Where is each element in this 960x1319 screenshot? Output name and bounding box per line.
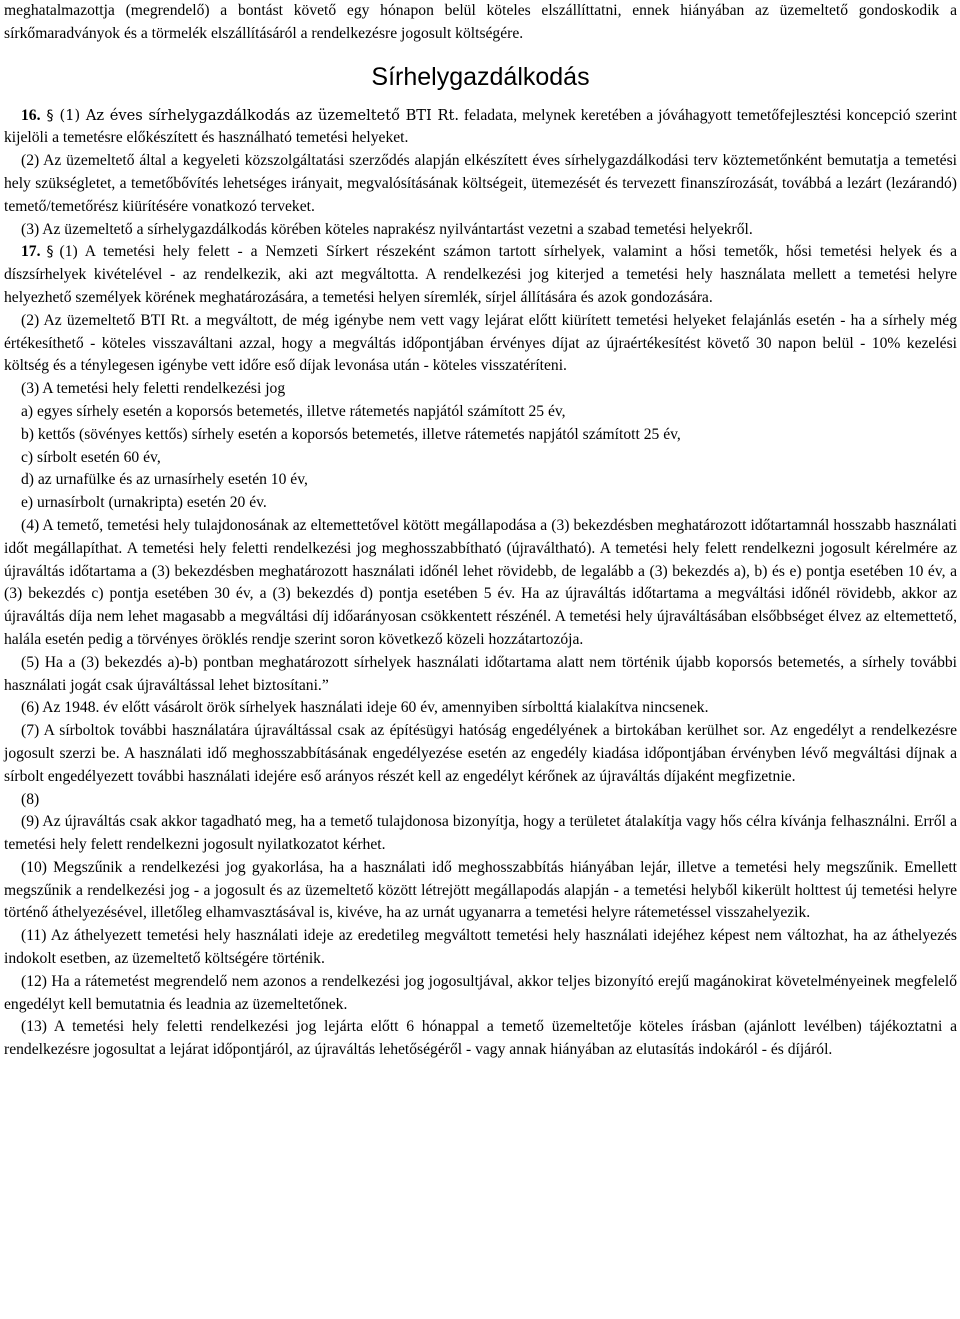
list-item: a) egyes sírhely esetén a koporsós betemetés, illetve rátemetés napjától számított 25 év,: [21, 402, 566, 420]
section-16-rest-text: feladata, melynek keretében a jóváhagyott temetőfejlesztési koncepció szerint kijelöli a temetésre előkészített és használható temetési helyeket.: [4, 106, 957, 147]
section-17-paragraph-12: (12) Ha a rátemetést megrendelő nem azonos a rendelkezési jog jogosultjával, akkor teljes bizonyító erejű magánokirat követelményeinek megfelelő engedélyt kell bemutatnia és leadnia az üzemeltetőnek.: [4, 972, 957, 1013]
section-sign: §: [46, 244, 54, 261]
section-17-paragraph-4: (4) A temető, temetési hely tulajdonosának az eltemettetővel kötött megállapodása a (3) bekezdésben meghatározott időtartamnál hosszabb használati időt megállapíthat. A temetési hely feletti rendelkezési jog meghosszabbítható (újraváltható). A temetési hely felett rendelkezni jogosult kérelmére az újraváltás időtartama a (3) bekezdésben meghatározott használati időnél lehet rövidebb, de legalább a (3) bekezdés a), b) és e) pontja esetében 10 év, a (3) bekezdés c) pontja esetében 30 év, a (3) bekezdés d) pontja esetében 5 év. Ha az újraváltás időtartama a megváltási időnél rövidebb, akkor az újraváltás díja nem lehet magasabb a megváltási díj időarányosan csökkentett részénél. A temetési hely újraváltásában elsőbbséget élvez az eltemettető, halála esetén pedig a törvényes öröklés rendje szerint soron következő közeli hozzátartozója.: [4, 516, 957, 648]
section-17-paragraph-11: (11) Az áthelyezett temetési hely használati ideje az eredetileg megváltott temetési hely használati idejéhez képest nem változhat, ha az áthelyezés indokolt esetben, az üzemeltető költségére történik.: [4, 927, 957, 968]
section-17-paragraph-5: (5) Ha a (3) bekezdés a)-b) pontban meghatározott sírhelyek használati időtartama alatt nem történik újabb koporsós betemetés, a sírhely további használati jogát csak újraváltással lehet biztosítani.”: [4, 653, 957, 694]
list-item: d) az urnafülke és az urnasírhely esetén 10 év,: [21, 471, 308, 489]
list-item: e) urnasírbolt (urnakripta) esetén 20 év.: [21, 494, 267, 512]
section-16-paragraph-1: [4, 105, 957, 151]
section-17-paragraph-9: (9) Az újraváltás csak akkor tagadható meg, ha a temető tulajdonosa bizonyítja, hogy a területet átalakítja vagy hős célra kívánja felhasználni. Erről a temetési hely felett rendelkezni jogosult nyilatkozatot kérhet.: [4, 813, 957, 854]
section-number: 16.: [21, 106, 41, 124]
section-17-paragraph-2: (2) Az üzemeltető BTI Rt. a megváltott, de még igénybe nem vett vagy lejárat előtt kiürített temetési helyeket felajánlás esetén - ha a sírhely még értékesíthető - köteles visszaváltani azzal, hogy a megváltás időpontjában érvényes díjat az újraértékesítést követő 30 napon belül - 10% kezelési költség és a ténylegesen igénybe vett időre eső díjak levonása után - köteles visszatéríteni.: [4, 311, 957, 375]
list-item: b) kettős (sövényes kettős) sírhely esetén a koporsós betemetés, illetve rátemetés napjától számított 25 év,: [21, 425, 681, 443]
intro-paragraph: meghatalmazottja (megrendelő) a bontást követő egy hónapon belül köteles elszállíttatni, ennek hiányában az üzemeltető gondoskodik a sírkőmaradványok és a törmelék elszállításáról a rendelkezésre jogosult költségére.: [4, 2, 957, 42]
list-item: c) sírbolt esetén 60 év,: [21, 448, 161, 466]
section-16-paragraph-2: (2) Az üzemeltető által a kegyeleti közszolgáltatási szerződés alapján elkészített éves sírhelygazdálkodási terv köztemetőnként bemutatja a temetési hely szükségletet, a temetőbővítés lehetséges irányait, megvalósításának költségeit, ütemezését és tervezett finanszírozását, továbbá a lezárt (lezárandó) temető/temetőrész kiürítésére vonatkozó terveket.: [4, 152, 957, 215]
section-number: 17.: [21, 243, 41, 261]
section-16-paragraph-3: (3) Az üzemeltető a sírhelygazdálkodás körében köteles naprakész nyilvántartást vezetni a szabad temetési helyekről.: [21, 220, 753, 238]
section-17-paragraph-8: (8): [21, 790, 40, 808]
section-sign: §: [46, 107, 54, 124]
section-17-paragraph-3: (3) A temetési hely feletti rendelkezési jog: [21, 380, 286, 398]
section-17-paragraph-13: (13) A temetési hely feletti rendelkezési jog lejárta előtt 6 hónappal a temető üzemeltetője köteles írásban (ajánlott levélben) tájékoztatni a rendelkezésre jogosultat a lejárat időpontjáról, az újraváltás lehetőségéről - vagy annak hiányában az elutasítás indokáról - és díjáról.: [4, 1018, 957, 1059]
section-17-paragraph-7: (7) A sírboltok további használatára újraváltással csak az építésügyi hatóság engedélyének a birtokában kerülhet sor. Az engedélyt a rendelkezésre jogosult szerzi be. A használati idő meghosszabbításának engedélyezése esetén az engedély kiadása időpontjában érvényben lévő megváltási díjnak a sírbolt engedélyezett további használati idejére eső arányos részét kell az engedélyt kérőnek az újraváltás díjaként megfizetnie.: [4, 722, 957, 785]
section-heading: Sírhelygazdálkodás: [371, 62, 590, 91]
section-16-lead-text: (1) Az éves sírhelygazdálkodás az üzemeltető BTI Rt.: [59, 106, 459, 124]
section-17-paragraph-10: (10) Megszűnik a rendelkezési jog gyakorlása, ha a használati idő meghosszabbítás hiányában lejár, illetve a temetési hely megszűnik. Emellett megszűnik a rendelkezési jog - a jogosult és az üzemeltető között létrejött megállapodás alapján - a temetési helyből kikerült holttest új temetési helyre történő áthelyezésével, illetőleg elhamvasztásával is, kivéve, ha az urnát ugyanarra a temetési helyre rátemetéssel visszahelyezik.: [4, 858, 957, 922]
section-17-paragraph-1: [4, 241, 957, 309]
section-17-paragraph-6: (6) Az 1948. év előtt vásárolt örök sírhelyek használati ideje 60 év, amennyiben sírbolttá kialakítva nincsenek.: [21, 699, 709, 717]
section-17-paragraph-1-text: (1) A temetési hely felett - a Nemzeti Sírkert részeként számon tartott sírhelyek, valamint a hősi temetők, hősi temetési helyek és a díszsírhelyek kivételével - az rendelkezik, aki azt megváltotta. A rendelkezési jog kiterjed a temetési hely használata mellett a temetési helyre helyezhető személyek körének meghatározására, a temetési helyen síremlék, sírjel állítására és azok gondozására.: [4, 243, 957, 306]
